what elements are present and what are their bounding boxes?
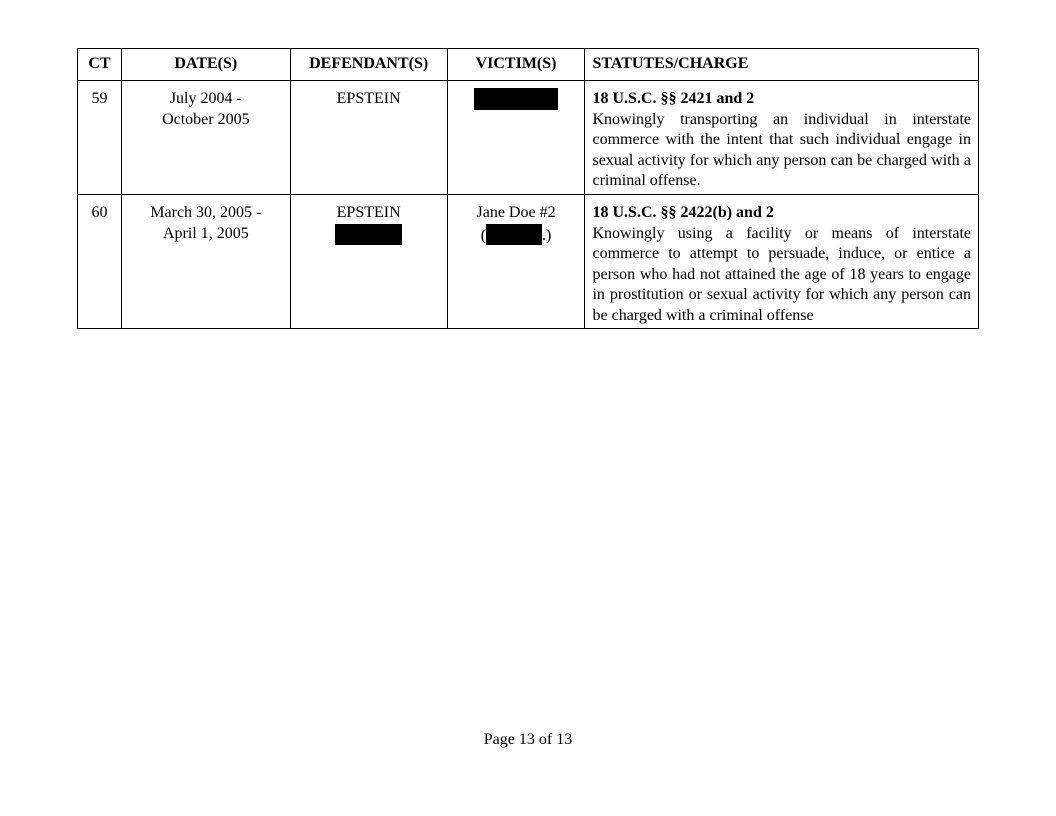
statute-cell: [585, 81, 979, 195]
victim-cell: [447, 81, 585, 195]
defendant-name: EPSTEIN: [336, 204, 401, 221]
paren-close: .): [542, 226, 552, 244]
date-start: March 30, 2005 -: [150, 204, 262, 221]
redaction-block: [335, 224, 402, 245]
statute-title: 18 U.S.C. §§ 2421 and 2: [592, 90, 755, 107]
date-start: July 2004 -: [169, 90, 242, 107]
redaction-block: [486, 224, 542, 245]
statute-description: Knowingly transporting an individual in interstate commerce with the intent that such individual engage in sexual activity for which any person can be charged with a criminal offense.: [592, 110, 971, 190]
paren-open: (: [480, 226, 487, 244]
count-number: 60: [78, 195, 122, 329]
date-end: October 2005: [162, 110, 250, 128]
charges-table: [77, 48, 979, 329]
table-header-row: [78, 49, 979, 81]
table-row: [78, 195, 979, 329]
header-statutes: STATUTES/CHARGE: [585, 49, 979, 81]
statute-cell: [585, 195, 979, 329]
header-ct: CT: [78, 49, 122, 81]
table-row: [78, 81, 979, 195]
defendant-cell: [290, 195, 447, 329]
count-number: 59: [78, 81, 122, 195]
statute-title: 18 U.S.C. §§ 2422(b) and 2: [592, 204, 774, 221]
victim-cell: [447, 195, 585, 329]
victim-name: Jane Doe #2: [476, 204, 556, 221]
statute-description: Knowingly using a facility or means of interstate commerce to attempt to persuade, induce, or entice a person who had not attained the age of 18 years to engage in prostitution or sexual activity for which any person can be charged with a criminal offense: [592, 224, 971, 324]
date-cell: [121, 81, 290, 195]
date-end: April 1, 2005: [162, 224, 249, 242]
header-defendants: DEFENDANT(S): [290, 49, 447, 81]
victim-redacted-line: [448, 224, 585, 247]
header-victims: VICTIM(S): [447, 49, 585, 81]
defendant-cell: [290, 81, 447, 195]
defendant-name: EPSTEIN: [336, 90, 401, 107]
page-number: Page 13 of 13: [483, 731, 573, 748]
header-dates: DATE(S): [121, 49, 290, 81]
redaction-block: [474, 88, 558, 110]
date-cell: [121, 195, 290, 329]
